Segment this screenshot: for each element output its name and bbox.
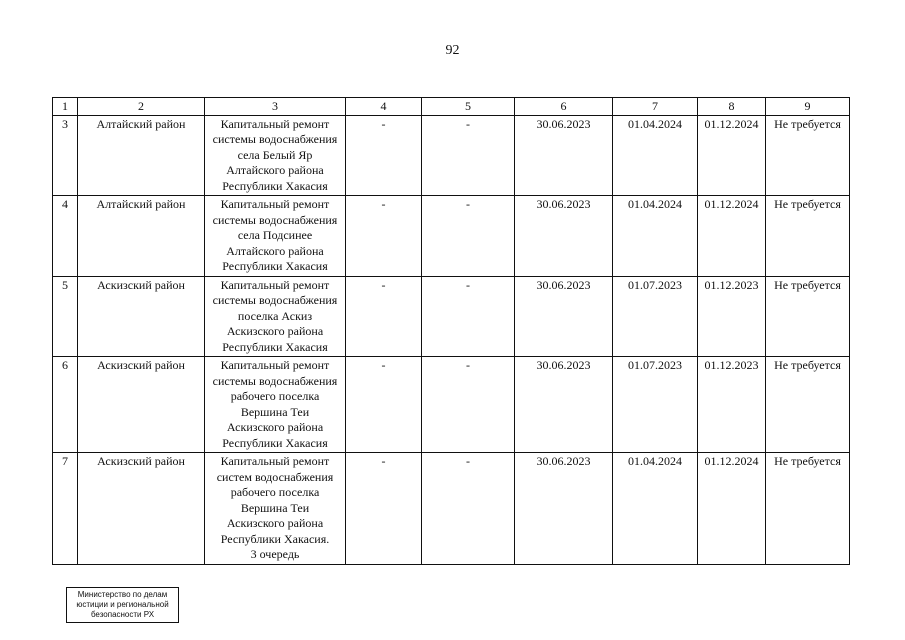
description-line: Капитальный ремонт: [220, 197, 330, 211]
table-row: [53, 276, 850, 357]
description-cell: [205, 357, 346, 453]
description-line: Республики Хакасия: [222, 339, 328, 354]
description-line: Республики Хакасия: [222, 259, 328, 273]
description-line: рабочего поселка: [230, 485, 320, 499]
col9-note: Не требуется: [766, 276, 850, 357]
col9-note: Не требуется: [766, 357, 850, 453]
description-line: Вершина Теи: [240, 404, 310, 419]
description-cell: [205, 196, 346, 277]
district-cell: Аскизский район: [78, 276, 205, 357]
description-cell: [205, 115, 346, 196]
description-line: систем водоснабжения: [216, 469, 334, 484]
col8-date: 01.12.2024: [698, 115, 766, 196]
col5-cell: -: [422, 357, 515, 453]
description-line: Республики Хакасия.: [220, 531, 330, 546]
description-line: системы водоснабжения: [212, 212, 338, 227]
header-cell: 5: [422, 98, 515, 116]
row-number: 6: [53, 357, 78, 453]
page-number: 92: [445, 43, 460, 58]
col7-date: 01.04.2024: [613, 196, 698, 277]
col5-cell: -: [422, 453, 515, 565]
header-cell: 4: [346, 98, 422, 116]
district-cell: Аскизский район: [78, 357, 205, 453]
col8-date: 01.12.2023: [698, 357, 766, 453]
description-line: Капитальный ремонт: [220, 358, 330, 372]
description-line: Капитальный ремонт: [220, 116, 330, 131]
col6-date: 30.06.2023: [515, 115, 613, 196]
description-line: Капитальный ремонт: [220, 454, 330, 468]
col7-date: 01.07.2023: [613, 276, 698, 357]
description-line: Аскизского района: [226, 420, 324, 434]
col4-cell: -: [346, 357, 422, 453]
description-line: села Подсинее: [237, 228, 313, 242]
col9-note: Не требуется: [766, 115, 850, 196]
description-line: системы водоснабжения: [212, 293, 338, 307]
header-cell: 6: [515, 98, 613, 116]
header-cell: 8: [698, 98, 766, 116]
col9-note: Не требуется: [766, 196, 850, 277]
col4-cell: -: [346, 115, 422, 196]
table-row: [53, 196, 850, 277]
description-line: системы водоснабжения: [212, 132, 338, 146]
table-row: [53, 357, 850, 453]
district-cell: Алтайский район: [78, 115, 205, 196]
table-row: [53, 453, 850, 565]
description-line: Аскизского района: [226, 516, 324, 530]
col8-date: 01.12.2024: [698, 196, 766, 277]
description-line: системы водоснабжения: [212, 373, 338, 388]
row-number: 3: [53, 115, 78, 196]
table-row: [53, 115, 850, 196]
description-cell: [205, 276, 346, 357]
row-number: 5: [53, 276, 78, 357]
stamp-line: юстиции и региональной: [76, 600, 169, 609]
description-line: села Белый Яр: [237, 147, 313, 162]
description-line: Аскизского района: [226, 324, 324, 338]
header-cell: 9: [766, 98, 850, 116]
description-line: Вершина Теи: [240, 500, 310, 515]
district-cell: Алтайский район: [78, 196, 205, 277]
col6-date: 30.06.2023: [515, 357, 613, 453]
description-line: Алтайского района: [226, 163, 324, 177]
table-header-row: [53, 98, 850, 116]
col9-note: Не требуется: [766, 453, 850, 565]
col5-cell: -: [422, 276, 515, 357]
description-line: поселка Аскиз: [237, 308, 313, 323]
stamp-line: безопасности РХ: [90, 610, 155, 619]
description-line: Капитальный ремонт: [220, 277, 330, 292]
col7-date: 01.04.2024: [613, 453, 698, 565]
district-cell: Аскизский район: [78, 453, 205, 565]
row-number: 4: [53, 196, 78, 277]
col6-date: 30.06.2023: [515, 196, 613, 277]
description-line: рабочего поселка: [230, 389, 320, 403]
header-cell: 2: [78, 98, 205, 116]
col5-cell: -: [422, 115, 515, 196]
col4-cell: -: [346, 453, 422, 565]
col8-date: 01.12.2023: [698, 276, 766, 357]
stamp-line: Министерство по делам: [77, 590, 168, 599]
col4-cell: -: [346, 276, 422, 357]
header-cell: 7: [613, 98, 698, 116]
col5-cell: -: [422, 196, 515, 277]
col7-date: 01.07.2023: [613, 357, 698, 453]
col4-cell: -: [346, 196, 422, 277]
description-line: Республики Хакасия: [222, 178, 328, 193]
description-line: 3 очередь: [250, 547, 300, 561]
col6-date: 30.06.2023: [515, 276, 613, 357]
description-line: Алтайского района: [226, 243, 324, 258]
col6-date: 30.06.2023: [515, 453, 613, 565]
row-number: 7: [53, 453, 78, 565]
header-cell: 1: [53, 98, 78, 116]
registration-stamp: [66, 587, 179, 623]
header-cell: 3: [205, 98, 346, 116]
data-table: [52, 97, 850, 565]
description-line: Республики Хакасия: [222, 435, 328, 450]
description-cell: [205, 453, 346, 565]
col7-date: 01.04.2024: [613, 115, 698, 196]
col8-date: 01.12.2024: [698, 453, 766, 565]
